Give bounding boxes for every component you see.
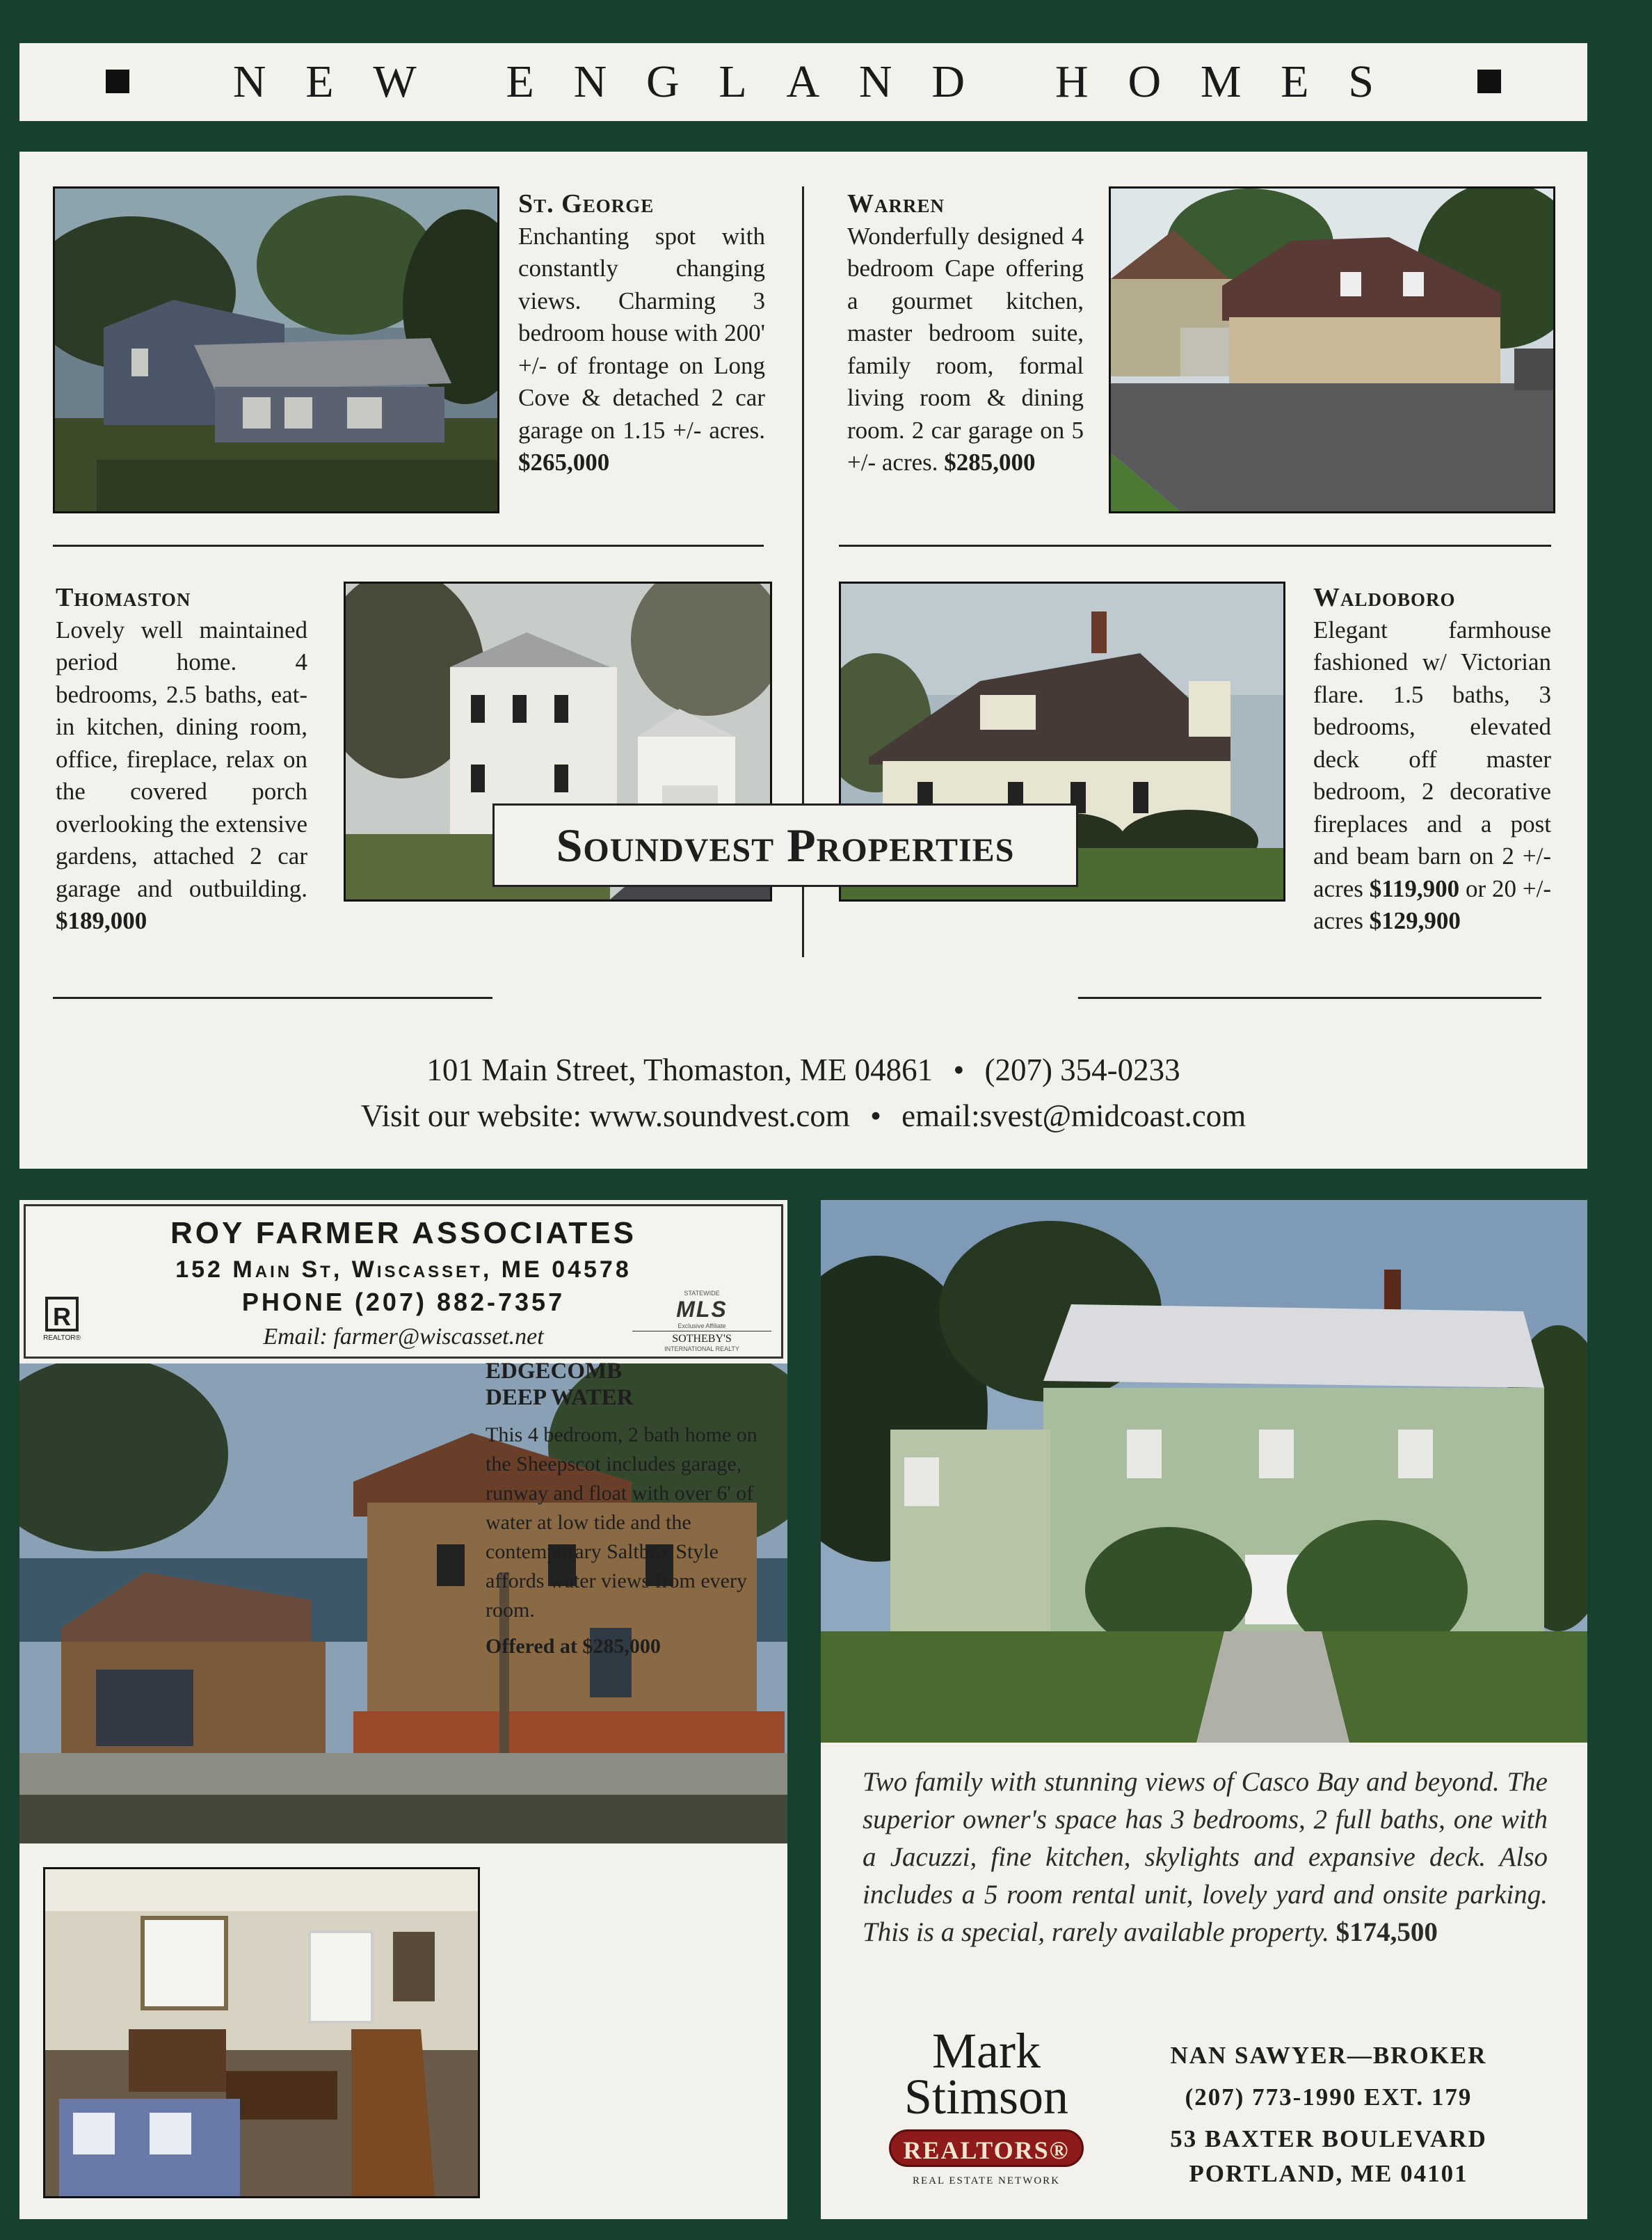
- listing-description: Enchanting spot with constantly changing views. Charming 3 bedroom house with 200' +/- of frontage on Long Cove & detached 2 car garage on 1.15 +/- acres.: [518, 222, 765, 444]
- website-link[interactable]: Visit our website: www.soundvest.com: [360, 1098, 850, 1133]
- listing-price: $265,000: [518, 449, 610, 476]
- listing-description: Wonderfully designed 4 bedroom Cape offering a gourmet kitchen, master bedroom suite, family room, formal living room & dining room. 2 car garage on 5 +/- acres.: [847, 222, 1084, 476]
- email-link[interactable]: email:svest@midcoast.com: [901, 1098, 1246, 1133]
- agency-address: 152 Main St, Wiscasset, ME 04578: [175, 1256, 632, 1283]
- listing-title: EDGECOMB DEEP WATER: [486, 1359, 634, 1410]
- warren-listing: [847, 188, 1084, 479]
- listing-price: $174,500: [1336, 1917, 1438, 1947]
- agency-phone: PHONE (207) 882-7357: [241, 1288, 566, 1316]
- mark-stimson-realtors-logo: [882, 2023, 1091, 2195]
- listing-town: Thomaston: [56, 583, 191, 612]
- divider-line: [53, 997, 492, 999]
- realtor-logo-icon: R REALTOR®: [41, 1297, 83, 1349]
- soundvest-address-line: [19, 1052, 1587, 1088]
- listing-price: Offered at $285,000: [486, 1635, 661, 1658]
- listing-price: $119,900: [1369, 874, 1460, 902]
- roy-farmer-header: [24, 1204, 783, 1359]
- agency-email[interactable]: Email: farmer@wiscasset.net: [263, 1324, 544, 1350]
- listing-extra: or 20 +/- acres: [1313, 874, 1551, 934]
- mark-stimson-contact: [1134, 2035, 1523, 2195]
- casco-bay-house-photo: [821, 1200, 1587, 1743]
- bullet-separator: •: [953, 1053, 965, 1087]
- square-bullet-icon: [106, 70, 129, 93]
- divider-line: [1078, 997, 1541, 999]
- realtors-badge: REALTORS®: [889, 2129, 1084, 2167]
- broker-name: NAN SAWYER—BROKER: [1170, 2042, 1487, 2069]
- broker-address-line-2: PORTLAND, ME 04101: [1189, 2160, 1468, 2187]
- logo-line-2: Stimson: [904, 2069, 1069, 2125]
- listing-description: Lovely well maintained period home. 4 bedrooms, 2.5 baths, eat-in kitchen, dining room, office, fireplace, relax on the covered porch overlooking the extensive gardens, attached 2 car garage and outbuilding.: [56, 616, 307, 902]
- st-george-house-photo: [53, 186, 499, 513]
- square-bullet-icon: [1477, 70, 1501, 93]
- divider-line: [839, 545, 1551, 547]
- address: 101 Main Street, Thomaston, ME 04861: [426, 1053, 933, 1087]
- waldoboro-listing: [1313, 582, 1551, 938]
- bullet-separator: •: [870, 1098, 881, 1133]
- listing-price: $189,000: [56, 907, 147, 934]
- logo-line-1: Mark: [932, 2023, 1041, 2079]
- thomaston-listing: [56, 582, 307, 938]
- listing-price-2: $129,900: [1369, 907, 1461, 934]
- listing-description: Two family with stunning views of Casco Bay and beyond. The superior owner's space has 3 bedrooms, 2 full baths, one with a Jacuzzi, fine kitchen, skylights and expansive deck. Also includes a 5 room rental unit, lovely yard and onsite parking. This is a special, rarely available property.: [863, 1767, 1548, 1947]
- agency-name: ROY FARMER ASSOCIATES: [170, 1216, 636, 1250]
- listing-town: St. George: [518, 189, 655, 218]
- warren-house-photo: [1109, 186, 1555, 513]
- edgecomb-interior-photo: [43, 1867, 480, 2198]
- listing-description: This 4 bedroom, 2 bath home on the Sheepscot includes garage, runway and float with over 6' of water at low tide and the contemporary Saltbox Style affords water views from every room.: [486, 1423, 757, 1622]
- phone: (207) 354-0233: [984, 1053, 1180, 1087]
- mls-sothebys-logo-icon: STATEWIDE MLS Exclusive Affiliate SOTHEBY'S INTERNATIONAL REALTY: [632, 1290, 771, 1355]
- soundvest-web-line: [19, 1098, 1587, 1134]
- edgecomb-listing: [486, 1358, 760, 1661]
- listing-description: Elegant farmhouse fashioned w/ Victorian flare. 1.5 baths, 3 bedrooms, elevated deck off master bedroom, 2 decorative fireplaces and a post and beam barn on 2 +/- acres: [1313, 616, 1551, 902]
- listing-town: Waldoboro: [1313, 583, 1456, 612]
- company-name: Soundvest Properties: [492, 803, 1078, 887]
- listing-price: $285,000: [944, 449, 1036, 476]
- divider-line: [53, 545, 764, 547]
- casco-bay-listing: [863, 1763, 1548, 1951]
- st-george-listing: [518, 188, 765, 479]
- logo-network: REAL ESTATE NETWORK: [912, 2175, 1061, 2186]
- page-header: [19, 43, 1587, 121]
- broker-address-line-1: 53 BAXTER BOULEVARD: [1170, 2125, 1487, 2152]
- listing-town: Warren: [847, 189, 945, 218]
- broker-phone: (207) 773-1990 EXT. 179: [1185, 2083, 1473, 2111]
- page-title: NEW ENGLAND HOMES: [232, 56, 1413, 107]
